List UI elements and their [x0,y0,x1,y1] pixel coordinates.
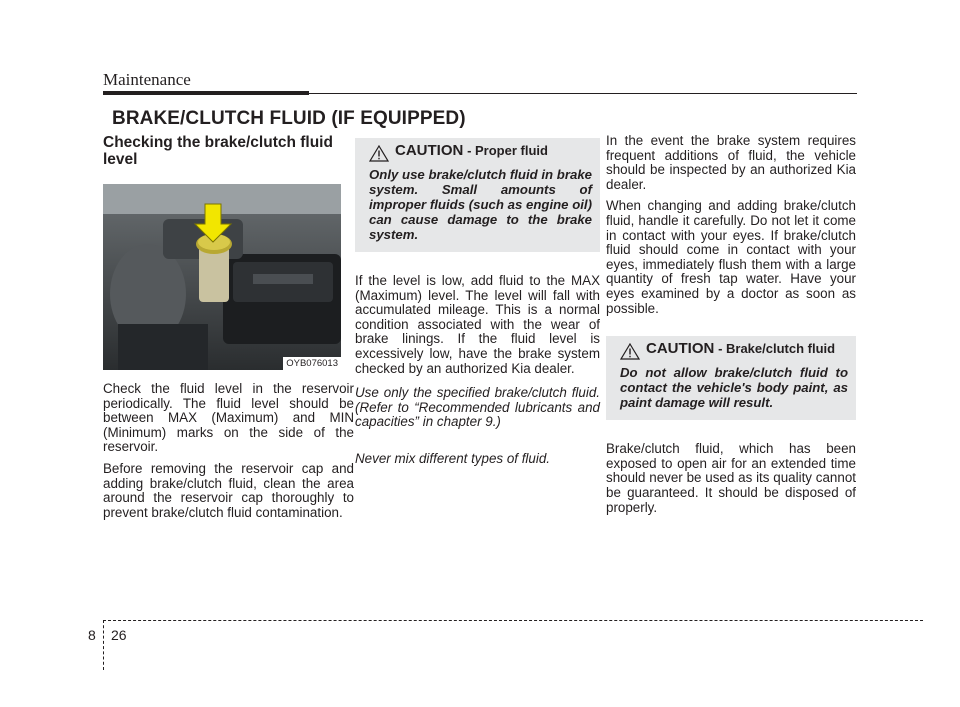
column-right [606,134,856,522]
header-title: Maintenance [103,70,191,89]
header-rule-thin [309,93,857,94]
footer-rule [103,620,923,621]
paragraph-level-low: If the level is low, add fluid to the MAX (Maximum) level. The level will fall with accumulated mileage. This is a normal condition associated with the wear of brake linings. If the fluid level is excessively low, have the brake system checked by an authorized Kia dealer. [355,273,600,376]
caution-subtitle: - Proper fluid [467,143,548,158]
note-specified-fluid: Use only the specified brake/clutch fluid. (Refer to “Recommended lubricants and capacities” in chapter 9.) [355,385,600,430]
paragraph-before-removing: Before removing the reservoir cap and adding brake/clutch fluid, clean the area around the reservoir cap thoroughly to prevent brake/clutch fluid contamination. [103,460,354,520]
paragraph-check-level: Check the fluid level in the reservoir periodically. The fluid level should be between MAX (Maximum) and MIN (Minimum) marks on the side of the reservoir. [103,381,354,455]
note-never-mix: Never mix different types of fluid. [355,450,550,466]
warning-triangle-icon [369,145,389,162]
chapter-number: 8 [88,627,96,643]
paragraph-exposed-fluid: Brake/clutch fluid, which has been exposed to open air for an extended time should never be used as its quality cannot be guaranteed. It should be disposed of properly. [606,441,856,515]
caution-box-proper-fluid [355,138,600,252]
section-title: BRAKE/CLUTCH FLUID (IF EQUIPPED) [112,108,466,129]
engine-bay-photo [103,184,341,370]
photo-code: OYB076013 [283,357,341,370]
header-rule-thick [103,91,309,95]
engine-bay-illustration [103,184,341,370]
warning-triangle-icon [620,343,640,360]
page-number: 26 [111,627,127,643]
column-left [103,134,354,527]
caution-word: CAUTION [646,340,715,358]
paragraph-handle-carefully: When changing and adding brake/clutch fluid, handle it carefully. Do not let it come in contact with your eyes. If brake/clutch fluid should come in contact with your eyes, immediately flush them with a large quantity of fresh tap water. Have your eyes examined by a doctor as soon as possible. [606,198,856,316]
subsection-heading: Checking the brake/clutch fluid level [103,134,333,168]
caution-word: CAUTION [395,142,464,159]
footer-vertical-rule [103,620,104,670]
caution-body: Only use brake/clutch fluid in brake system. Small amounts of improper fluids (such as engine oil) can cause damage to the brake system. [369,167,592,242]
paragraph-frequent-additions: In the event the brake system requires frequent additions of fluid, the vehicle should be inspected by an authorized Kia dealer. [606,133,856,192]
caution-subtitle: - Brake/clutch fluid [718,341,836,357]
caution-body: Do not allow brake/clutch fluid to contact the vehicle's body paint, as paint damage will result. [620,365,848,411]
caution-box-body-paint [606,336,856,420]
column-middle [355,138,600,474]
